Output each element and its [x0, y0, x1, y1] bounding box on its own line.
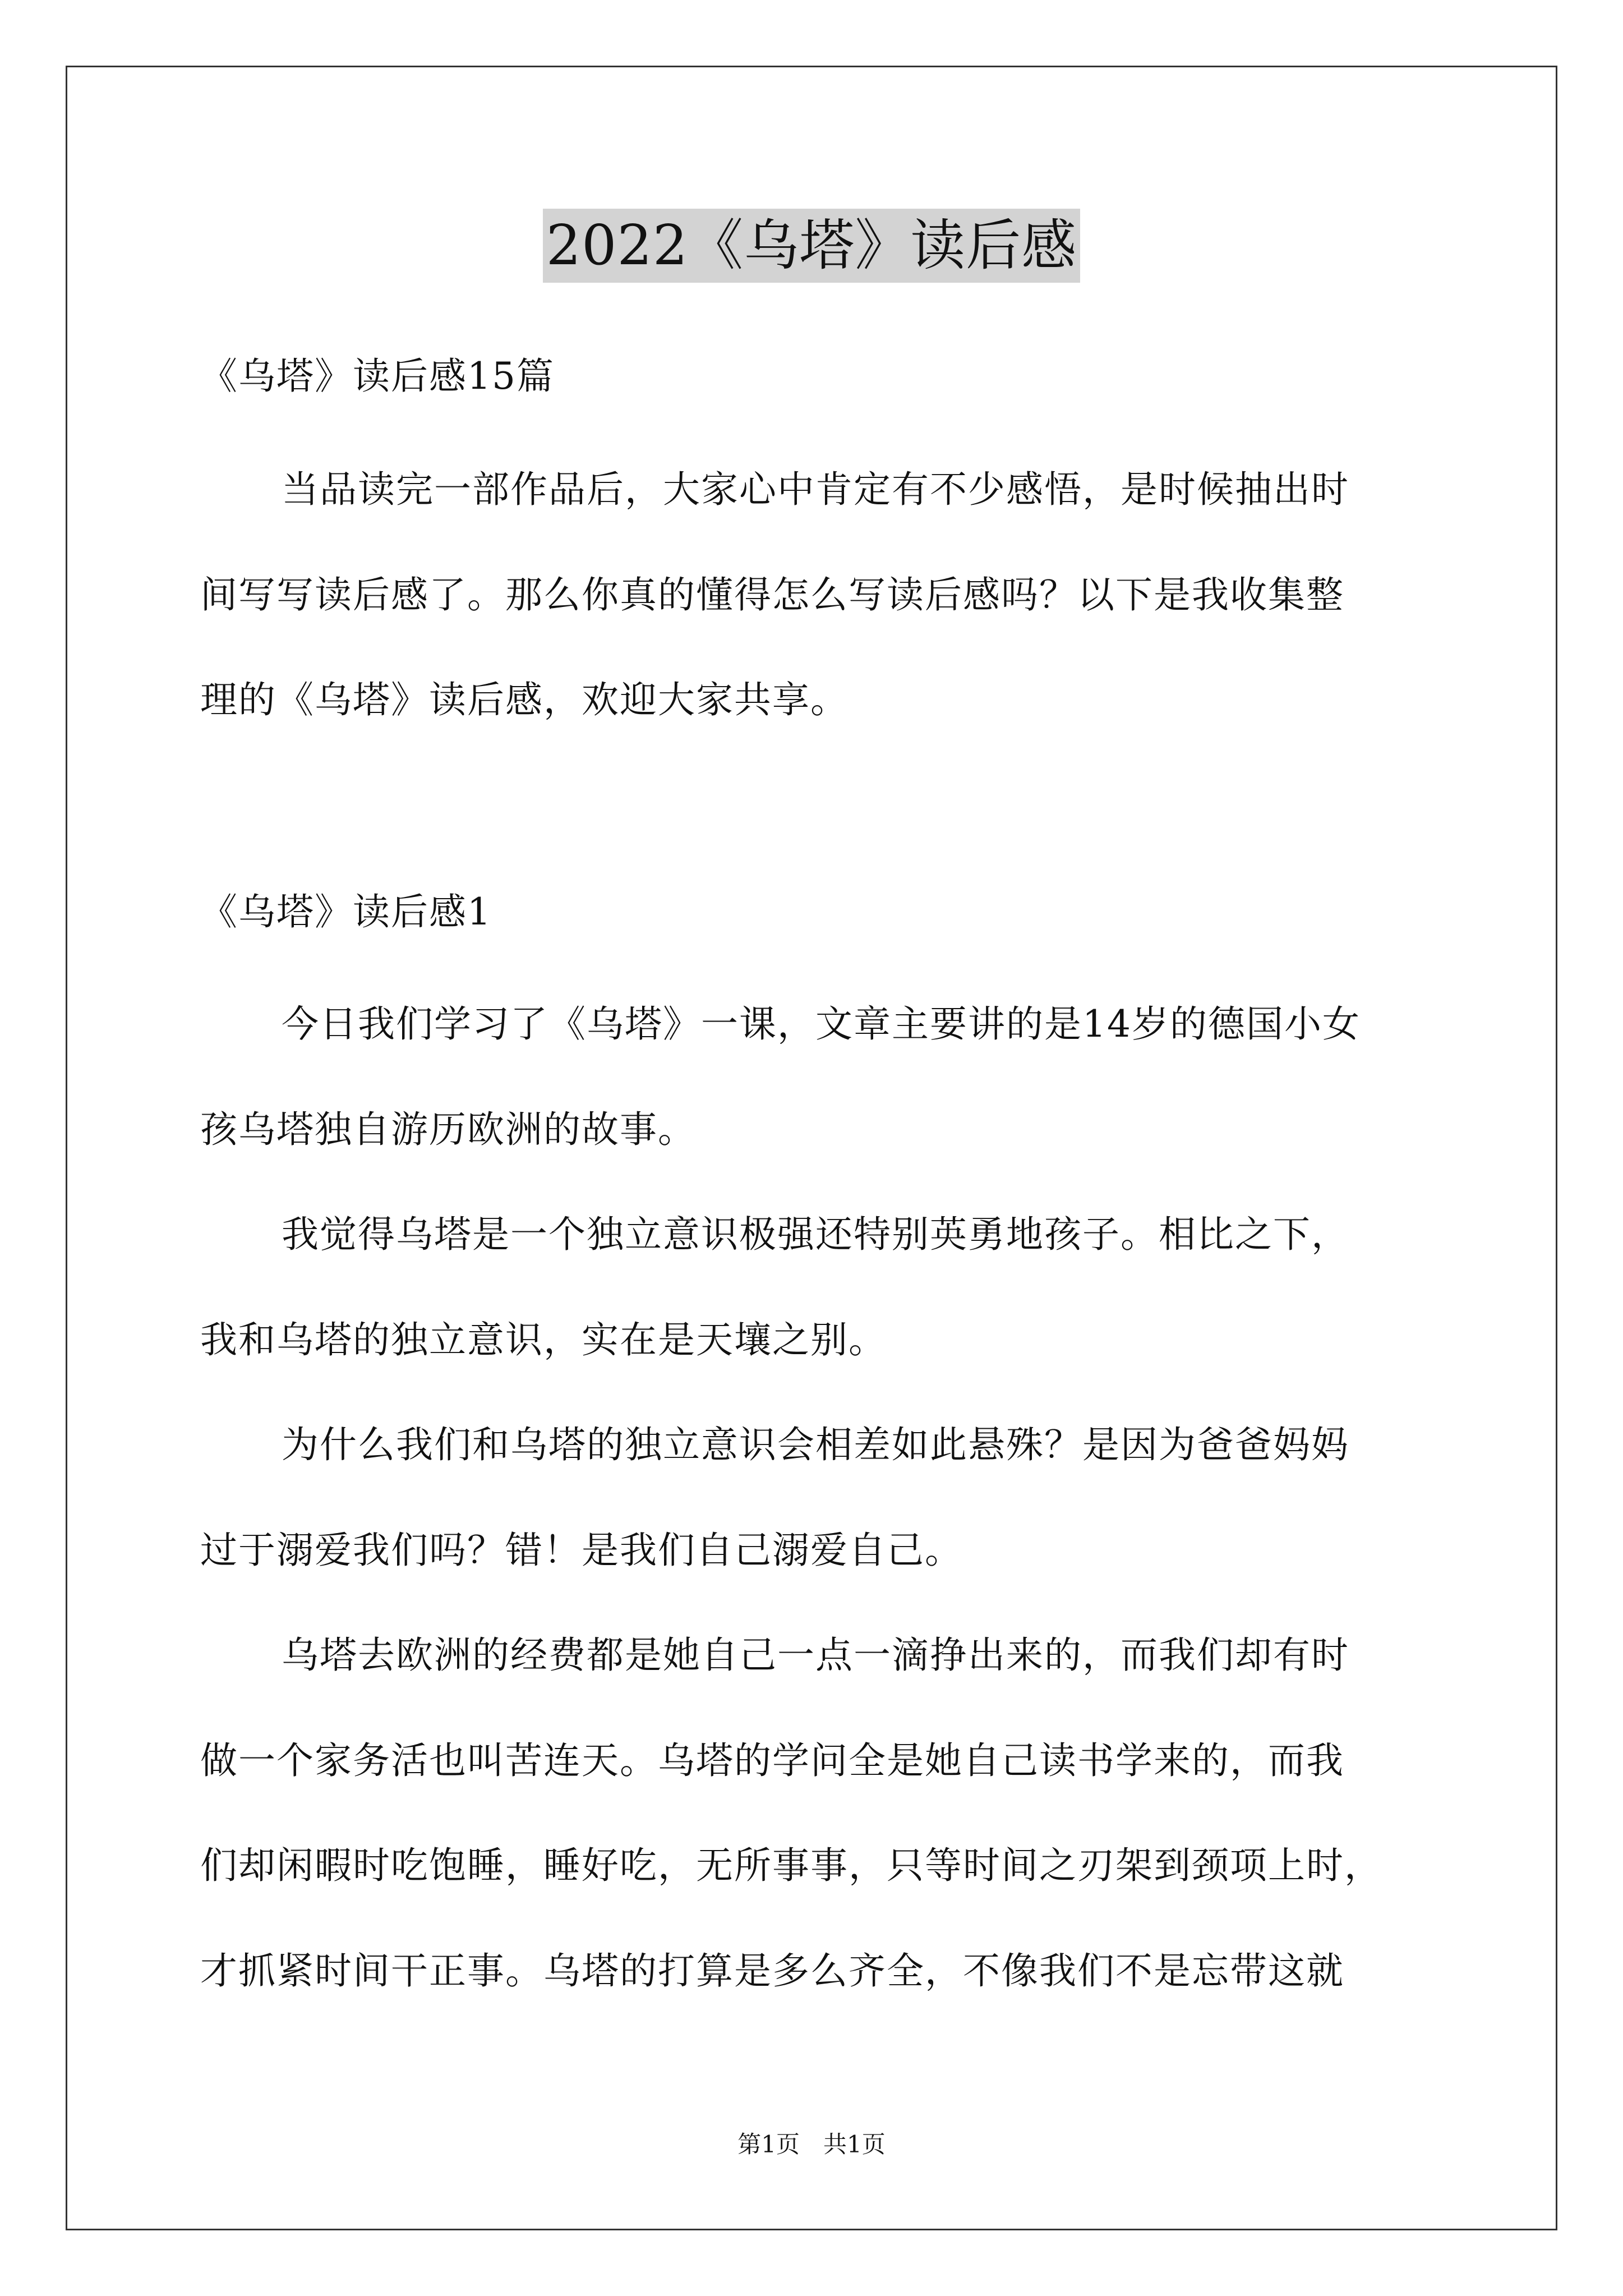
paragraph-line: 我觉得乌塔是一个独立意识极强还特别英勇地孩子。相比之下，: [282, 1213, 1349, 1256]
paragraph-line: 为什么我们和乌塔的独立意识会相差如此悬殊？是因为爸爸妈妈: [282, 1423, 1349, 1466]
paragraph-line: 当品读完一部作品后，大家心中肯定有不少感悟，是时候抽出时: [282, 468, 1349, 511]
paragraph-line: 做一个家务活也叫苦连天。乌塔的学问全是她自己读书学来的，而我: [200, 1739, 1344, 1782]
heading-collection: 《乌塔》读后感15篇: [200, 355, 555, 398]
paragraph-line: 今日我们学习了《乌塔》一课，文章主要讲的是14岁的德国小女: [282, 1002, 1361, 1046]
document-title: 2022《乌塔》读后感: [543, 209, 1080, 283]
paragraph-line: 们却闲暇时吃饱睡，睡好吃，无所事事，只等时间之刃架到颈项上时，: [200, 1844, 1382, 1887]
title-container: [0, 209, 1623, 283]
paragraph-line: 过于溺爱我们吗？错！是我们自己溺爱自己。: [200, 1529, 963, 1572]
paragraph-line: 理的《乌塔》读后感，欢迎大家共享。: [200, 678, 849, 721]
page-footer: 第1页 共1页: [737, 2131, 886, 2158]
paragraph-line: 间写写读后感了。那么你真的懂得怎么写读后感吗？以下是我收集整: [200, 573, 1344, 616]
paragraph-line: 孩乌塔独自游历欧洲的故事。: [200, 1108, 696, 1151]
paragraph-line: 我和乌塔的独立意识，实在是天壤之别。: [200, 1318, 887, 1361]
paragraph-line: 才抓紧时间干正事。乌塔的打算是多么齐全，不像我们不是忘带这就: [200, 1949, 1344, 1993]
paragraph-line: 乌塔去欧洲的经费都是她自己一点一滴挣出来的，而我们却有时: [282, 1634, 1349, 1677]
section-heading: 《乌塔》读后感1: [200, 890, 492, 933]
